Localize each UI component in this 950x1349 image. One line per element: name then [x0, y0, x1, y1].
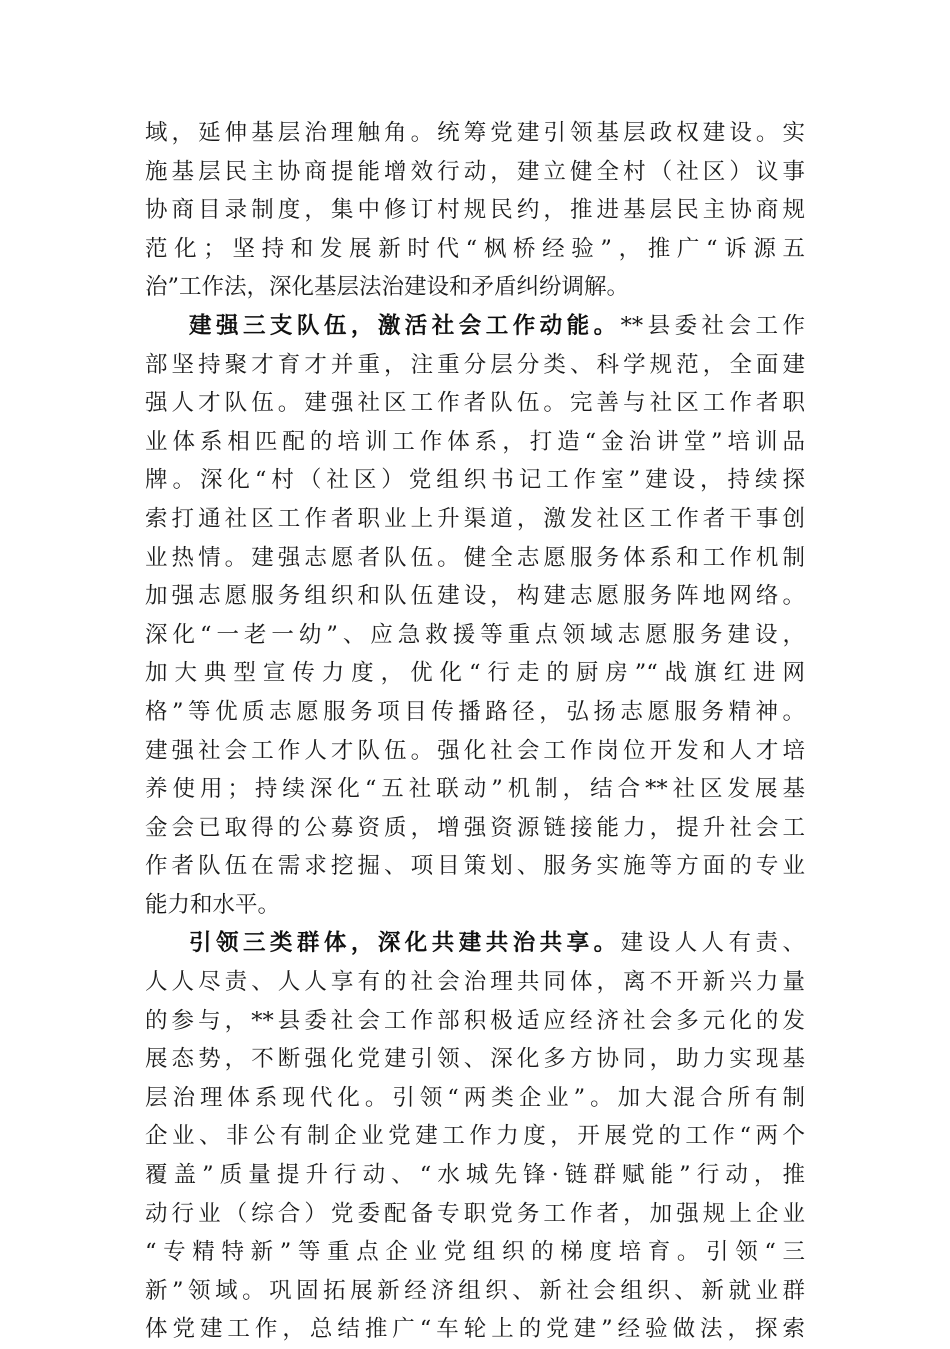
text-line: 加大典型宣传力度，优化“行走的厨房”“战旗红进网: [145, 660, 805, 687]
text-line: 治”工作法，深化基层法治建设和矛盾纠纷调解。: [145, 274, 630, 301]
text-line: 加强志愿服务组织和队伍建设，构建志愿服务阵地网络。: [145, 583, 805, 610]
body-text: [145, 114, 805, 1349]
text-line: 施基层民主协商提能增效行动，建立健全村（社区）议事: [145, 158, 805, 185]
paragraph-heading-line: [145, 307, 805, 346]
text-line: 能力和水平。: [145, 891, 281, 918]
text-line: 展态势，不断强化党建引领、深化多方协同，助力实现基: [145, 1046, 805, 1073]
text-line: 体党建工作，总结推广“车轮上的党建”经验做法，探索: [145, 1316, 805, 1343]
text-line: 新”领域。巩固拓展新经济组织、新社会组织、新就业群: [145, 1277, 805, 1304]
text-line: 作者队伍在需求挖掘、项目策划、服务实施等方面的专业: [145, 853, 805, 880]
text-line: 强人才队伍。建强社区工作者队伍。完善与社区工作者职: [145, 390, 805, 417]
text-line: 业热情。建强志愿者队伍。健全志愿服务体系和工作机制: [145, 544, 805, 571]
text-line: 业体系相匹配的培训工作体系，打造“金治讲堂”培训品: [145, 428, 805, 455]
text-line: 协商目录制度，集中修订村规民约，推进基层民主协商规: [145, 197, 805, 224]
text-line: 的参与，**县委社会工作部积极适应经济社会多元化的发: [145, 1007, 805, 1034]
paragraph-heading: 建强三支队伍，激活社会工作动能。: [189, 312, 621, 339]
text-line: 养使用；持续深化“五社联动”机制，结合**社区发展基: [145, 776, 805, 803]
text-line: 牌。深化“村（社区）党组织书记工作室”建设，持续探: [145, 467, 805, 494]
text-line: 企业、非公有制企业党建工作力度，开展党的工作“两个: [145, 1123, 805, 1150]
text-line: 范化；坚持和发展新时代“枫桥经验”，推广“诉源五: [145, 235, 805, 262]
text-line: 部坚持聚才育才并重，注重分层分类、科学规范，全面建: [145, 351, 805, 378]
paragraph-heading: 引领三类群体，深化共建共治共享。: [189, 930, 621, 957]
text-line: 格”等优质志愿服务项目传播路径，弘扬志愿服务精神。: [145, 698, 805, 725]
text-line: 域，延伸基层治理触角。统筹党建引领基层政权建设。实: [145, 120, 805, 146]
text-line: 深化“一老一幼”、应急救援等重点领域志愿服务建设，: [145, 621, 805, 648]
text-line: 人人尽责、人人享有的社会治理共同体，离不开新兴力量: [145, 969, 805, 996]
text-line: “专精特新”等重点企业党组织的梯度培育。引领“三: [145, 1239, 805, 1266]
text-line: 层治理体系现代化。引领“两类企业”。加大混合所有制: [145, 1084, 805, 1111]
text-line: 金会已取得的公募资质，增强资源链接能力，提升社会工: [145, 814, 805, 841]
text-line: 覆盖”质量提升行动、“水城先锋·链群赋能”行动，推: [145, 1162, 805, 1189]
text-line: 动行业（综合）党委配备专职党务工作者，加强规上企业: [145, 1200, 805, 1227]
text-line: 索打通社区工作者职业上升渠道，激发社区工作者干事创: [145, 505, 805, 532]
paragraph-heading-line: [145, 924, 805, 963]
text-line: 建强社会工作人才队伍。强化社会工作岗位开发和人才培: [145, 737, 805, 764]
heading-line-text: 建设人人有责、: [620, 930, 805, 957]
heading-line-text: **县委社会工作: [620, 312, 805, 339]
